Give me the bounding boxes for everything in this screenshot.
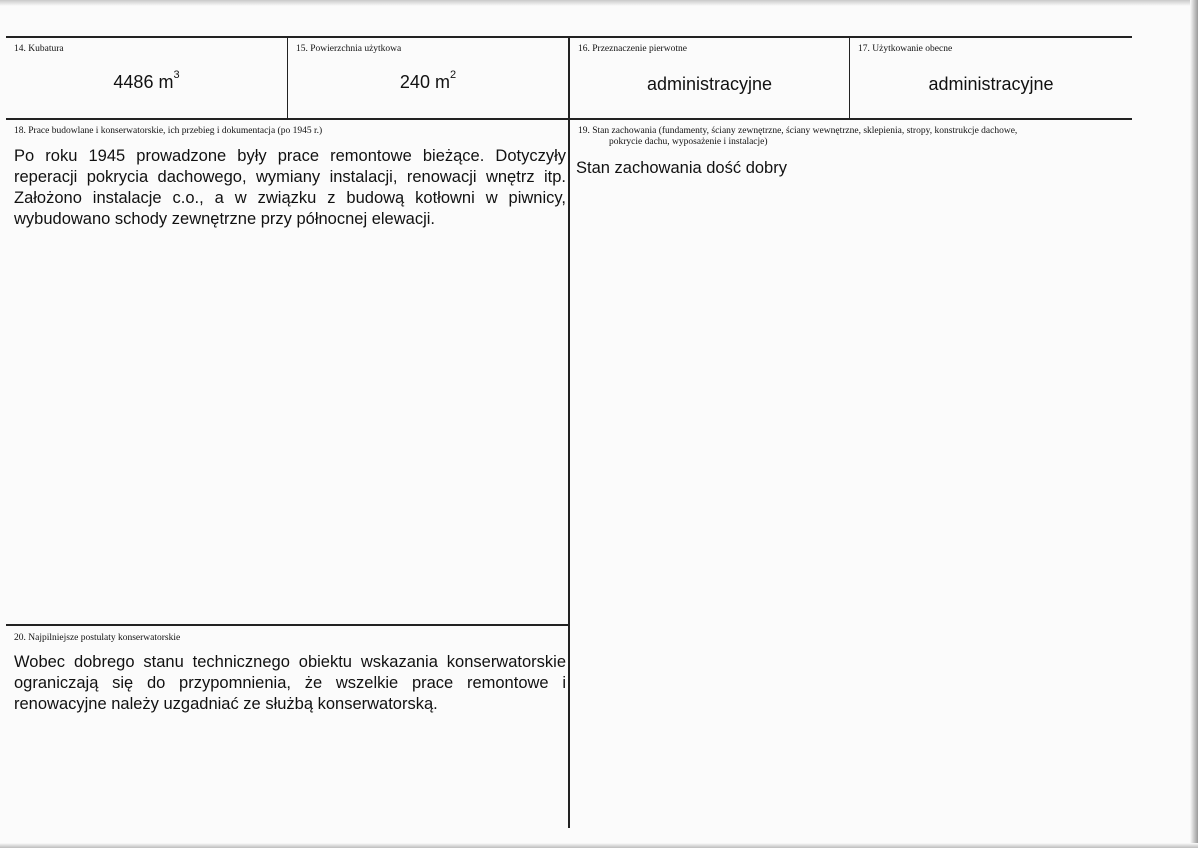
- powierzchnia-number: 240 m: [399, 72, 450, 92]
- prace-text: Po roku 1945 prowadzone były prace remontowe bieżące. Dotyczyły reperacji pokrycia dachowego, wymiany instalacji, renowacji wnętrz itp. Założono instalacje c.o., a w związku z budową kotłowni w piwnicy, wybudowano schody zewnętrzne przy północnej elewacji.: [14, 147, 566, 228]
- scan-edge-bottom: [0, 843, 1198, 848]
- kubatura-exponent: 3: [173, 69, 180, 81]
- kubatura-label: 14. Kubatura: [14, 44, 64, 54]
- przeznaczenie-label: 16. Przeznaczenie pierwotne: [578, 44, 687, 54]
- cell-stan-zachowania: [570, 120, 1132, 828]
- cell-prace-budowlane: [6, 120, 568, 624]
- uzytkowanie-value: administracyjne: [928, 74, 1054, 94]
- cell-uzytkowanie: [850, 38, 1132, 118]
- przeznaczenie-value: administracyjne: [646, 74, 773, 94]
- cell-kubatura: [6, 38, 287, 118]
- postulaty-label: 20. Najpilniejsze postulaty konserwatorskie: [14, 633, 181, 643]
- scan-edge-top: [0, 0, 1198, 6]
- uzytkowanie-label: 17. Użytkowanie obecne: [858, 44, 953, 54]
- cell-powierzchnia: [288, 38, 568, 118]
- prace-label: 18. Prace budowlane i konserwatorskie, ich przebieg i dokumentacja (po 1945 r.): [14, 126, 323, 136]
- kubatura-value: [6, 69, 287, 93]
- scan-edge-right: [1190, 0, 1198, 848]
- powierzchnia-label: 15. Powierzchnia użytkowa: [296, 44, 402, 54]
- cell-postulaty: [6, 626, 568, 828]
- powierzchnia-exponent: 2: [449, 69, 457, 81]
- postulaty-text: Wobec dobrego stanu technicznego obiektu wskazania konserwatorskie ograniczają się do przypomnienia, że wszelkie prace remontowe i renowacyjne należy uzgadniać ze służbą konserwatorską.: [14, 653, 566, 713]
- kubatura-number: 4486 m: [113, 72, 174, 92]
- cell-przeznaczenie: [570, 38, 849, 118]
- stan-label-line2: pokrycie dachu, wyposażenie i instalacje): [609, 137, 768, 147]
- powierzchnia-value: [288, 69, 568, 93]
- stan-label-line1: 19. Stan zachowania (fundamenty, ściany zewnętrzne, ściany wewnętrzne, sklepienia, stropy, konstrukcje dachowe,: [578, 126, 1018, 136]
- stan-text: Stan zachowania dość dobry: [576, 159, 787, 177]
